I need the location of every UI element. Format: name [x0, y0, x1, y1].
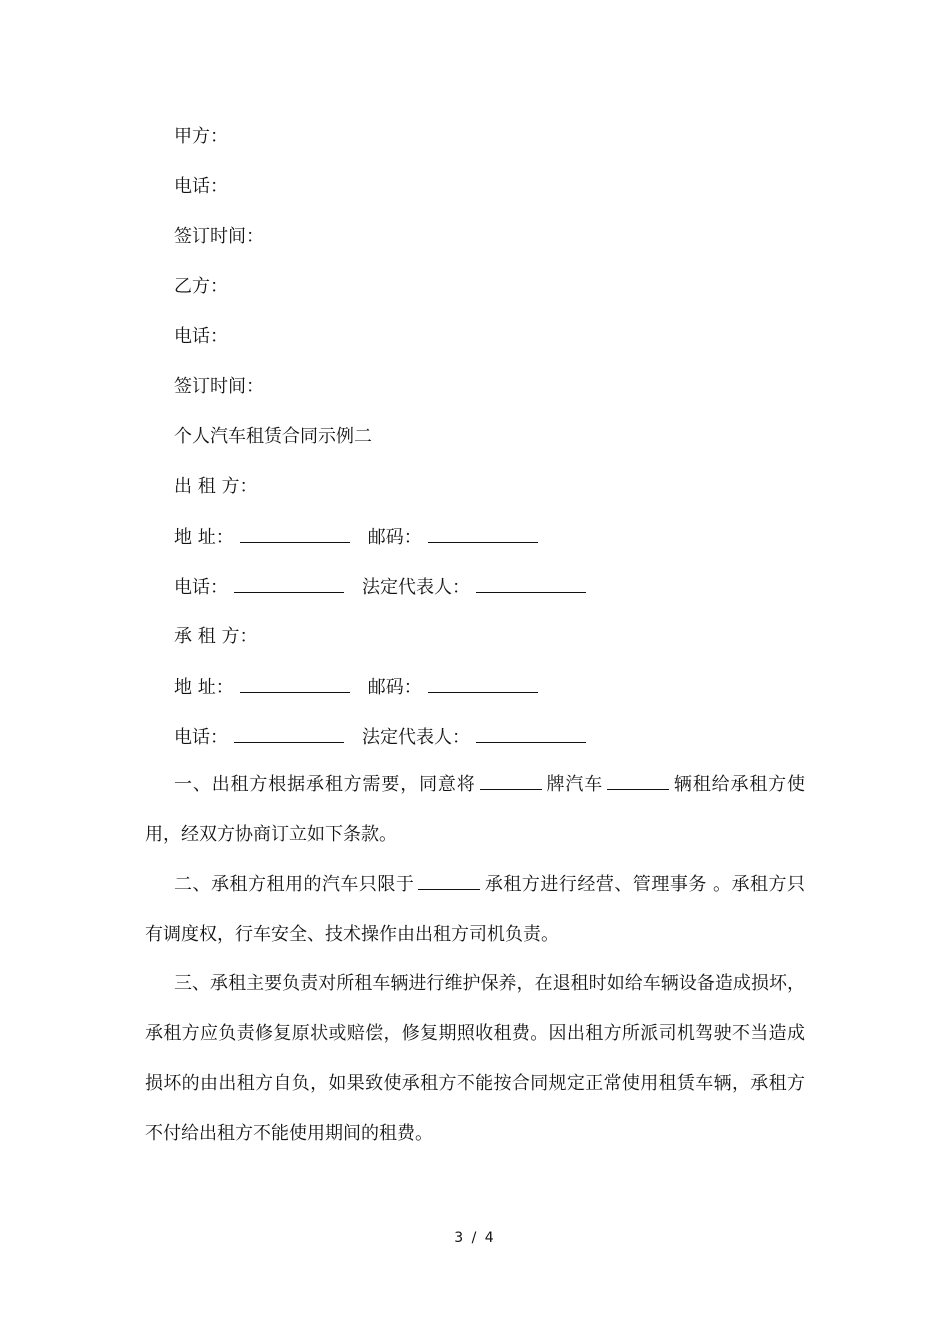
lessee-legal-rep-blank	[476, 725, 586, 743]
lessor-legal-rep-label: 法定代表人：	[362, 577, 470, 598]
lessee-postcode-label: 邮码：	[367, 677, 422, 698]
clause-2-scope-blank	[418, 872, 480, 890]
clause-2	[145, 860, 805, 960]
clause-1-plate-blank	[480, 772, 542, 790]
clause-2-part-2: 承租方进行经营、管理事务 。承租方只有调度权，行车安全、技术操作由出租方司机负责。	[145, 874, 805, 945]
party-b-label: 乙方：	[174, 276, 228, 297]
lessee-address-label: 地 址：	[174, 677, 234, 698]
clause-1-part-1: 一、出租方根据承租方需要，同意将	[174, 774, 476, 795]
lessee-address-row	[174, 675, 548, 700]
party-b-phone-label: 电话：	[174, 326, 228, 347]
party-a-sign-date-label: 签订时间：	[174, 226, 264, 247]
lessee-address-blank	[240, 675, 350, 693]
lessor-address-label: 地 址：	[174, 527, 234, 548]
lessee-phone-row	[174, 725, 596, 750]
lessee-phone-label: 电话：	[174, 727, 228, 748]
lessor-phone-blank	[234, 575, 344, 593]
lessor-address-row	[174, 525, 548, 550]
party-a-label: 甲方：	[174, 126, 228, 147]
clause-1-part-3: 辆租给承租方使用，经双方协商订立如下条款。	[145, 774, 806, 845]
lessor-heading: 出 租 方：	[174, 476, 258, 497]
lessor-postcode-blank	[428, 525, 538, 543]
lessor-phone-label: 电话：	[174, 577, 228, 598]
clause-1	[145, 760, 805, 860]
example-title: 个人汽车租赁合同示例二	[174, 426, 372, 447]
clause-1-part-2: 牌汽车	[545, 774, 604, 795]
clause-1-count-blank	[607, 772, 669, 790]
lessee-postcode-blank	[428, 675, 538, 693]
lessee-phone-blank	[234, 725, 344, 743]
lessee-legal-rep-label: 法定代表人：	[362, 727, 470, 748]
page-indicator: 3 / 4	[454, 1230, 496, 1246]
lessor-address-blank	[240, 525, 350, 543]
lessor-legal-rep-blank	[476, 575, 586, 593]
clause-2-part-1: 二、承租方租用的汽车只限于	[174, 874, 415, 895]
clause-3: 三、承租主要负责对所租车辆进行维护保养，在退租时如给车辆设备造成损坏，承租方应负责修复原状或赔偿，修复期照收租费。因出租方所派司机驾驶不当造成损坏的由出租方自负，如果致使承租方不能按合同规定正常使用租赁车辆，承租方不付给出租方不能使用期间的租费。	[145, 973, 805, 1144]
lessee-heading: 承 租 方：	[174, 626, 258, 647]
lessor-phone-row	[174, 575, 596, 600]
party-a-phone-label: 电话：	[174, 176, 228, 197]
party-b-sign-date-label: 签订时间：	[174, 376, 264, 397]
lessor-postcode-label: 邮码：	[367, 527, 422, 548]
